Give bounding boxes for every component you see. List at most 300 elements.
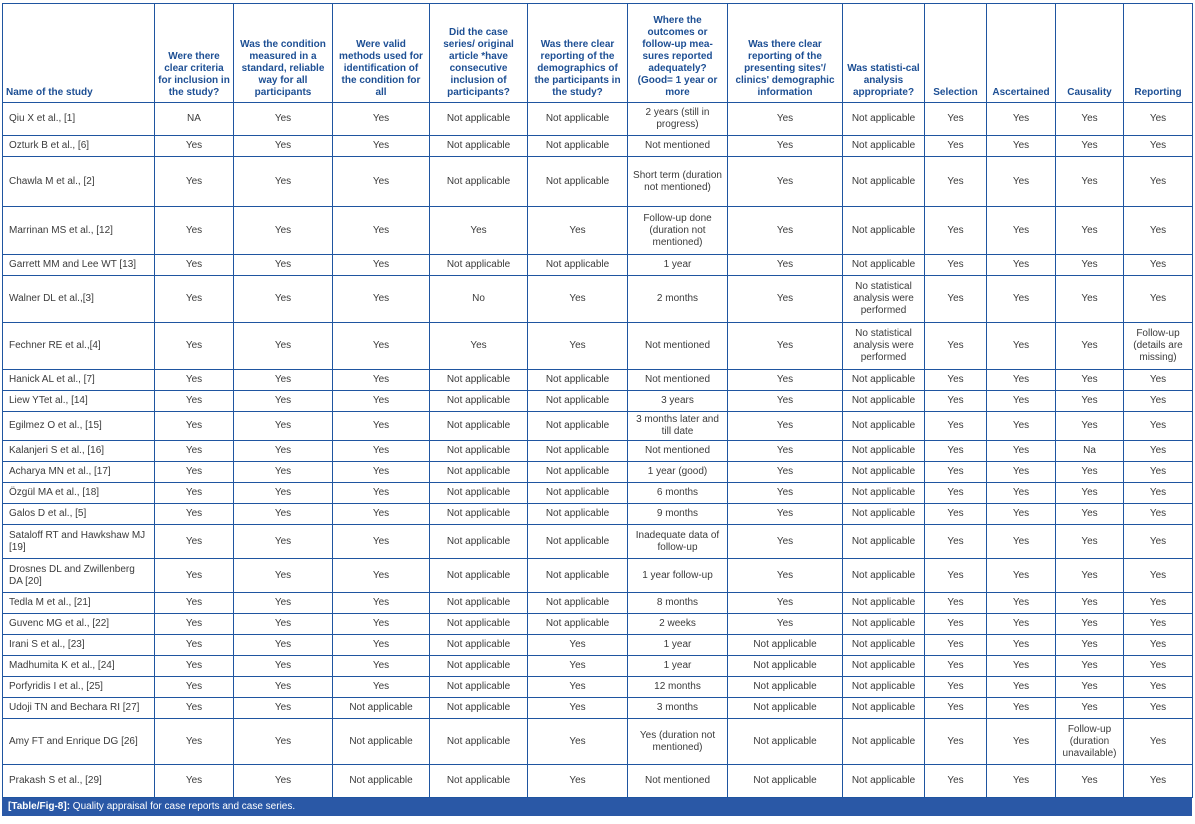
table-cell: Yes bbox=[234, 255, 333, 276]
table-row bbox=[3, 255, 1193, 276]
table-cell: 1 year bbox=[628, 255, 728, 276]
table-cell: Yes bbox=[987, 719, 1056, 765]
table-cell: Yes bbox=[925, 635, 987, 656]
table-cell: Yes bbox=[1056, 323, 1124, 370]
table-row bbox=[3, 614, 1193, 635]
table-cell: Yes bbox=[155, 255, 234, 276]
table-cell: Not applicable bbox=[430, 677, 528, 698]
table-cell: 1 year follow-up bbox=[628, 559, 728, 593]
table-cell: Yes bbox=[987, 483, 1056, 504]
table-cell: Not applicable bbox=[430, 635, 528, 656]
table-row bbox=[3, 483, 1193, 504]
table-cell: Not applicable bbox=[430, 483, 528, 504]
table-cell: Yes bbox=[234, 525, 333, 559]
study-name-cell: Sataloff RT and Hawkshaw MJ [19] bbox=[3, 525, 155, 559]
table-cell: Yes bbox=[333, 462, 430, 483]
column-header: Were there clear criteria for inclusion in the study? bbox=[155, 4, 234, 103]
table-cell: Yes bbox=[528, 323, 628, 370]
table-cell: Yes bbox=[925, 698, 987, 719]
table-cell: Yes bbox=[987, 276, 1056, 323]
table-cell: Yes bbox=[925, 593, 987, 614]
table-cell: Yes bbox=[728, 323, 843, 370]
table-cell: Not mentioned bbox=[628, 136, 728, 157]
table-cell: Yes bbox=[430, 323, 528, 370]
table-cell: Yes bbox=[430, 207, 528, 255]
table-cell: Yes bbox=[728, 441, 843, 462]
table-cell: Yes bbox=[155, 593, 234, 614]
study-name-cell: Drosnes DL and Zwillenberg DA [20] bbox=[3, 559, 155, 593]
table-cell: Yes bbox=[987, 614, 1056, 635]
table-cell: Yes bbox=[1056, 462, 1124, 483]
table-cell: Yes bbox=[234, 136, 333, 157]
table-cell: Yes bbox=[333, 412, 430, 441]
table-cell: Yes bbox=[925, 323, 987, 370]
table-cell: Yes bbox=[728, 559, 843, 593]
column-header: Was the condition measured in a standard, reliable way for all participants bbox=[234, 4, 333, 103]
table-cell: Yes bbox=[728, 157, 843, 207]
table-cell: Yes bbox=[333, 157, 430, 207]
table-cell: Yes bbox=[1124, 157, 1193, 207]
table-cell: Yes bbox=[234, 698, 333, 719]
table-cell: Not applicable bbox=[728, 677, 843, 698]
table-cell: 12 months bbox=[628, 677, 728, 698]
table-cell: Yes bbox=[987, 157, 1056, 207]
table-cell: 3 months later and till date bbox=[628, 412, 728, 441]
table-cell: Yes bbox=[925, 103, 987, 136]
table-cell: Not applicable bbox=[528, 391, 628, 412]
table-cell: Yes bbox=[728, 103, 843, 136]
table-cell: Yes bbox=[1056, 370, 1124, 391]
table-row bbox=[3, 559, 1193, 593]
table-row bbox=[3, 677, 1193, 698]
table-cell: Yes bbox=[1124, 559, 1193, 593]
table-cell: Yes bbox=[528, 656, 628, 677]
table-cell: Not applicable bbox=[843, 441, 925, 462]
table-cell: Not applicable bbox=[843, 656, 925, 677]
table-cell: Yes bbox=[333, 656, 430, 677]
table-cell: Yes bbox=[925, 719, 987, 765]
table-cell: Yes bbox=[987, 103, 1056, 136]
table-cell: Yes bbox=[234, 559, 333, 593]
study-name-cell: Qiu X et al., [1] bbox=[3, 103, 155, 136]
table-cell: Yes bbox=[234, 462, 333, 483]
table-cell: Yes bbox=[1056, 525, 1124, 559]
table-cell: Not applicable bbox=[728, 719, 843, 765]
table-cell: Yes bbox=[333, 593, 430, 614]
table-cell: Yes bbox=[987, 698, 1056, 719]
table-cell: Follow-up (duration unavailable) bbox=[1056, 719, 1124, 765]
table-cell: Yes bbox=[1124, 441, 1193, 462]
table-cell: Follow-up done (duration not mentioned) bbox=[628, 207, 728, 255]
table-cell: Not applicable bbox=[528, 157, 628, 207]
table-cell: Yes bbox=[333, 103, 430, 136]
table-cell: Yes bbox=[528, 765, 628, 798]
table-cell: Yes bbox=[925, 614, 987, 635]
table-row bbox=[3, 462, 1193, 483]
table-cell: Yes bbox=[155, 323, 234, 370]
study-name-cell: Udoji TN and Bechara RI [27] bbox=[3, 698, 155, 719]
study-name-cell: Galos D et al., [5] bbox=[3, 504, 155, 525]
table-cell: Yes bbox=[155, 677, 234, 698]
table-cell: Yes bbox=[1124, 504, 1193, 525]
table-cell: Yes bbox=[155, 483, 234, 504]
table-cell: Not applicable bbox=[843, 765, 925, 798]
table-caption bbox=[2, 798, 1192, 816]
table-cell: Yes bbox=[234, 635, 333, 656]
table-cell: Yes bbox=[528, 677, 628, 698]
table-cell: Not applicable bbox=[843, 635, 925, 656]
table-cell: Not applicable bbox=[843, 483, 925, 504]
column-header: Were valid methods used for identification of the condition for all bbox=[333, 4, 430, 103]
table-row bbox=[3, 157, 1193, 207]
study-name-cell: Prakash S et al., [29] bbox=[3, 765, 155, 798]
table-cell: Not applicable bbox=[843, 255, 925, 276]
table-cell: Yes bbox=[925, 136, 987, 157]
table-cell: Yes bbox=[1124, 635, 1193, 656]
study-name-cell: Marrinan MS et al., [12] bbox=[3, 207, 155, 255]
table-cell: Not applicable bbox=[528, 103, 628, 136]
table-cell: Yes bbox=[333, 483, 430, 504]
table-row bbox=[3, 656, 1193, 677]
study-name-cell: Garrett MM and Lee WT [13] bbox=[3, 255, 155, 276]
table-cell: Yes bbox=[925, 462, 987, 483]
study-name-cell: Irani S et al., [23] bbox=[3, 635, 155, 656]
table-cell: Yes bbox=[925, 765, 987, 798]
table-cell: Yes bbox=[925, 391, 987, 412]
table-cell: Not applicable bbox=[843, 391, 925, 412]
table-cell: Yes bbox=[155, 559, 234, 593]
table-cell: Yes bbox=[987, 635, 1056, 656]
table-cell: Yes bbox=[333, 635, 430, 656]
table-cell: Not applicable bbox=[430, 255, 528, 276]
study-name-cell: Özgül MA et al., [18] bbox=[3, 483, 155, 504]
table-cell: Yes bbox=[528, 276, 628, 323]
table-cell: Yes bbox=[333, 207, 430, 255]
table-cell: 1 year bbox=[628, 635, 728, 656]
table-cell: No statistical analysis were performed bbox=[843, 323, 925, 370]
table-cell: Yes bbox=[987, 412, 1056, 441]
table-cell: Yes bbox=[1124, 765, 1193, 798]
table-cell: Not applicable bbox=[728, 698, 843, 719]
study-name-cell: Kalanjeri S et al., [16] bbox=[3, 441, 155, 462]
table-cell: Yes bbox=[333, 614, 430, 635]
study-name-cell: Amy FT and Enrique DG [26] bbox=[3, 719, 155, 765]
table-cell: Yes bbox=[333, 525, 430, 559]
table-cell: Not applicable bbox=[528, 525, 628, 559]
table-cell: Not applicable bbox=[843, 719, 925, 765]
table-cell: Not applicable bbox=[843, 504, 925, 525]
table-cell: Yes bbox=[728, 614, 843, 635]
table-cell: Yes bbox=[333, 370, 430, 391]
table-cell: Not applicable bbox=[430, 157, 528, 207]
table-cell: Yes bbox=[925, 276, 987, 323]
table-cell: Yes bbox=[1124, 677, 1193, 698]
study-name-cell: Guvenc MG et al., [22] bbox=[3, 614, 155, 635]
table-cell: Not applicable bbox=[843, 136, 925, 157]
table-cell: Yes bbox=[528, 698, 628, 719]
table-cell: Yes bbox=[1056, 255, 1124, 276]
table-cell: Not applicable bbox=[333, 719, 430, 765]
table-cell: Yes bbox=[155, 765, 234, 798]
table-cell: Not applicable bbox=[528, 593, 628, 614]
table-cell: Yes bbox=[987, 765, 1056, 798]
table-cell: Yes bbox=[333, 559, 430, 593]
table-cell: Yes bbox=[333, 441, 430, 462]
table-cell: Yes bbox=[234, 719, 333, 765]
table-row bbox=[3, 323, 1193, 370]
table-cell: Yes bbox=[987, 593, 1056, 614]
study-name-cell: Chawla M et al., [2] bbox=[3, 157, 155, 207]
table-cell: Yes bbox=[1124, 412, 1193, 441]
table-cell: Not applicable bbox=[843, 157, 925, 207]
table-cell: Yes bbox=[987, 504, 1056, 525]
table-cell: Yes bbox=[234, 614, 333, 635]
table-cell: Short term (duration not mentioned) bbox=[628, 157, 728, 207]
table-row bbox=[3, 276, 1193, 323]
table-cell: Yes bbox=[234, 677, 333, 698]
table-row bbox=[3, 593, 1193, 614]
table-cell: Yes bbox=[728, 412, 843, 441]
table-cell: Yes bbox=[333, 323, 430, 370]
table-cell: Yes bbox=[728, 391, 843, 412]
table-cell: Yes bbox=[987, 391, 1056, 412]
table-cell: Yes bbox=[155, 157, 234, 207]
table-row bbox=[3, 719, 1193, 765]
table-cell: Not applicable bbox=[528, 441, 628, 462]
table-cell: Not applicable bbox=[430, 441, 528, 462]
table-cell: Not applicable bbox=[843, 207, 925, 255]
table-cell: Not applicable bbox=[430, 504, 528, 525]
table-cell: Yes bbox=[1124, 593, 1193, 614]
table-cell: 1 year (good) bbox=[628, 462, 728, 483]
table-cell: Yes bbox=[1124, 207, 1193, 255]
table-cell: Yes bbox=[1124, 103, 1193, 136]
table-cell: Not applicable bbox=[430, 719, 528, 765]
table-cell: Not applicable bbox=[843, 412, 925, 441]
table-cell: Yes bbox=[1124, 656, 1193, 677]
table-cell: Yes bbox=[1124, 525, 1193, 559]
table-cell: Yes bbox=[925, 412, 987, 441]
table-cell: Yes bbox=[925, 504, 987, 525]
table-cell: Not applicable bbox=[430, 391, 528, 412]
table-cell: Yes bbox=[234, 391, 333, 412]
table-cell: Yes bbox=[155, 719, 234, 765]
table-cell: Yes bbox=[234, 103, 333, 136]
study-name-cell: Fechner RE et al.,[4] bbox=[3, 323, 155, 370]
table-row bbox=[3, 207, 1193, 255]
table-cell: Yes bbox=[234, 483, 333, 504]
table-cell: Yes bbox=[1056, 593, 1124, 614]
table-cell: 6 months bbox=[628, 483, 728, 504]
table-cell: Yes bbox=[1124, 255, 1193, 276]
table-cell: Not applicable bbox=[728, 765, 843, 798]
quality-appraisal-figure bbox=[2, 3, 1192, 816]
table-cell: Not applicable bbox=[728, 656, 843, 677]
table-cell: Yes bbox=[234, 593, 333, 614]
table-cell: Not applicable bbox=[528, 412, 628, 441]
table-cell: Yes bbox=[728, 276, 843, 323]
table-cell: Yes bbox=[728, 483, 843, 504]
table-cell: Yes bbox=[987, 370, 1056, 391]
table-cell: Yes bbox=[1056, 765, 1124, 798]
table-cell: 3 years bbox=[628, 391, 728, 412]
table-cell: Yes bbox=[1056, 656, 1124, 677]
table-cell: Yes bbox=[155, 441, 234, 462]
table-cell: Not applicable bbox=[843, 462, 925, 483]
table-cell: Yes bbox=[333, 255, 430, 276]
table-cell: Not mentioned bbox=[628, 765, 728, 798]
table-cell: Yes bbox=[1056, 276, 1124, 323]
table-cell: Yes bbox=[728, 504, 843, 525]
table-cell: 1 year bbox=[628, 656, 728, 677]
table-cell: Not applicable bbox=[528, 255, 628, 276]
table-cell: Yes bbox=[728, 462, 843, 483]
table-cell: Yes bbox=[234, 157, 333, 207]
table-row bbox=[3, 391, 1193, 412]
study-name-cell: Walner DL et al.,[3] bbox=[3, 276, 155, 323]
table-cell: Not applicable bbox=[528, 483, 628, 504]
study-name-cell: Tedla M et al., [21] bbox=[3, 593, 155, 614]
table-cell: Not applicable bbox=[528, 136, 628, 157]
table-cell: Yes bbox=[987, 462, 1056, 483]
table-cell: Yes bbox=[728, 525, 843, 559]
table-cell: Not applicable bbox=[430, 765, 528, 798]
table-cell: Yes bbox=[925, 157, 987, 207]
table-cell: Yes bbox=[925, 525, 987, 559]
table-cell: Yes bbox=[528, 635, 628, 656]
table-cell: Not applicable bbox=[430, 370, 528, 391]
table-row bbox=[3, 504, 1193, 525]
table-cell: Not applicable bbox=[430, 656, 528, 677]
table-cell: Yes bbox=[234, 656, 333, 677]
table-cell: Not applicable bbox=[843, 559, 925, 593]
table-cell: Yes bbox=[1056, 136, 1124, 157]
caption-text: Quality appraisal for case reports and case series. bbox=[70, 801, 296, 812]
table-cell: Yes bbox=[925, 370, 987, 391]
table-cell: Not applicable bbox=[430, 103, 528, 136]
table-cell: Yes bbox=[155, 276, 234, 323]
table-cell: 2 weeks bbox=[628, 614, 728, 635]
table-cell: Yes bbox=[1056, 698, 1124, 719]
table-cell: No bbox=[430, 276, 528, 323]
table-cell: Not applicable bbox=[430, 559, 528, 593]
table-cell: Yes bbox=[1056, 614, 1124, 635]
table-cell: Yes bbox=[925, 559, 987, 593]
table-cell: Yes bbox=[925, 255, 987, 276]
table-cell: Not applicable bbox=[430, 136, 528, 157]
column-header: Causality bbox=[1056, 4, 1124, 103]
table-cell: Not applicable bbox=[430, 698, 528, 719]
table-cell: Yes bbox=[728, 207, 843, 255]
table-cell: Yes bbox=[728, 255, 843, 276]
study-name-cell: Ozturk B et al., [6] bbox=[3, 136, 155, 157]
table-cell: Yes bbox=[155, 525, 234, 559]
table-cell: NA bbox=[155, 103, 234, 136]
header-row bbox=[3, 4, 1193, 103]
table-cell: 8 months bbox=[628, 593, 728, 614]
table-cell: Yes bbox=[1124, 698, 1193, 719]
table-cell: Yes bbox=[333, 136, 430, 157]
table-row bbox=[3, 412, 1193, 441]
table-cell: Not applicable bbox=[528, 370, 628, 391]
table-cell: Yes bbox=[234, 370, 333, 391]
table-cell: Na bbox=[1056, 441, 1124, 462]
table-cell: Yes bbox=[1124, 719, 1193, 765]
table-cell: Yes bbox=[728, 370, 843, 391]
table-cell: Yes bbox=[987, 207, 1056, 255]
table-cell: Yes bbox=[1056, 483, 1124, 504]
table-cell: Yes bbox=[1056, 635, 1124, 656]
table-cell: No statistical analysis were performed bbox=[843, 276, 925, 323]
table-row bbox=[3, 765, 1193, 798]
table-row bbox=[3, 525, 1193, 559]
table-cell: Yes bbox=[528, 207, 628, 255]
study-name-cell: Madhumita K et al., [24] bbox=[3, 656, 155, 677]
table-cell: Yes bbox=[1056, 103, 1124, 136]
table-cell: Yes bbox=[1056, 207, 1124, 255]
table-row bbox=[3, 103, 1193, 136]
table-row bbox=[3, 635, 1193, 656]
table-cell: Not applicable bbox=[843, 525, 925, 559]
table-cell: Not mentioned bbox=[628, 441, 728, 462]
table-cell: Yes bbox=[1124, 614, 1193, 635]
column-header: Where the outcomes or follow-up mea-sures reported adequately? (Good= 1 year or more bbox=[628, 4, 728, 103]
column-header: Was there clear reporting of the presenting sites'/ clinics' demographic information bbox=[728, 4, 843, 103]
table-cell: Yes bbox=[234, 412, 333, 441]
table-cell: Not applicable bbox=[528, 614, 628, 635]
table-cell: Yes bbox=[155, 656, 234, 677]
table-cell: Not applicable bbox=[843, 614, 925, 635]
column-header: Was statisti-cal analysis appropriate? bbox=[843, 4, 925, 103]
table-cell: Not applicable bbox=[843, 698, 925, 719]
table-cell: 2 years (still in progress) bbox=[628, 103, 728, 136]
table-cell: Inadequate data of follow-up bbox=[628, 525, 728, 559]
table-cell: Yes bbox=[728, 593, 843, 614]
table-cell: Yes bbox=[528, 719, 628, 765]
table-cell: Yes bbox=[1056, 391, 1124, 412]
table-cell: Yes bbox=[155, 136, 234, 157]
table-cell: Follow-up (details are missing) bbox=[1124, 323, 1193, 370]
table-cell: Yes bbox=[155, 635, 234, 656]
table-cell: Not applicable bbox=[528, 504, 628, 525]
quality-appraisal-table bbox=[2, 3, 1193, 798]
study-name-cell: Hanick AL et al., [7] bbox=[3, 370, 155, 391]
table-cell: Yes bbox=[1124, 370, 1193, 391]
table-cell: 3 months bbox=[628, 698, 728, 719]
table-cell: Yes bbox=[987, 677, 1056, 698]
table-cell: Yes bbox=[1124, 136, 1193, 157]
table-cell: Yes bbox=[1056, 504, 1124, 525]
table-cell: Not applicable bbox=[843, 593, 925, 614]
table-cell: Yes bbox=[1056, 157, 1124, 207]
table-cell: Yes bbox=[925, 441, 987, 462]
table-cell: Yes bbox=[234, 276, 333, 323]
table-cell: Yes bbox=[234, 323, 333, 370]
table-cell: Yes bbox=[155, 370, 234, 391]
table-cell: Yes bbox=[1124, 391, 1193, 412]
table-cell: Yes bbox=[155, 207, 234, 255]
table-cell: Yes bbox=[987, 441, 1056, 462]
table-cell: Yes bbox=[333, 276, 430, 323]
table-cell: Yes bbox=[1124, 276, 1193, 323]
study-name-cell: Egilmez O et al., [15] bbox=[3, 412, 155, 441]
table-cell: Yes bbox=[925, 677, 987, 698]
table-row bbox=[3, 698, 1193, 719]
table-cell: Not applicable bbox=[528, 462, 628, 483]
study-name-cell: Acharya MN et al., [17] bbox=[3, 462, 155, 483]
table-cell: Not applicable bbox=[843, 103, 925, 136]
table-cell: Not applicable bbox=[430, 593, 528, 614]
